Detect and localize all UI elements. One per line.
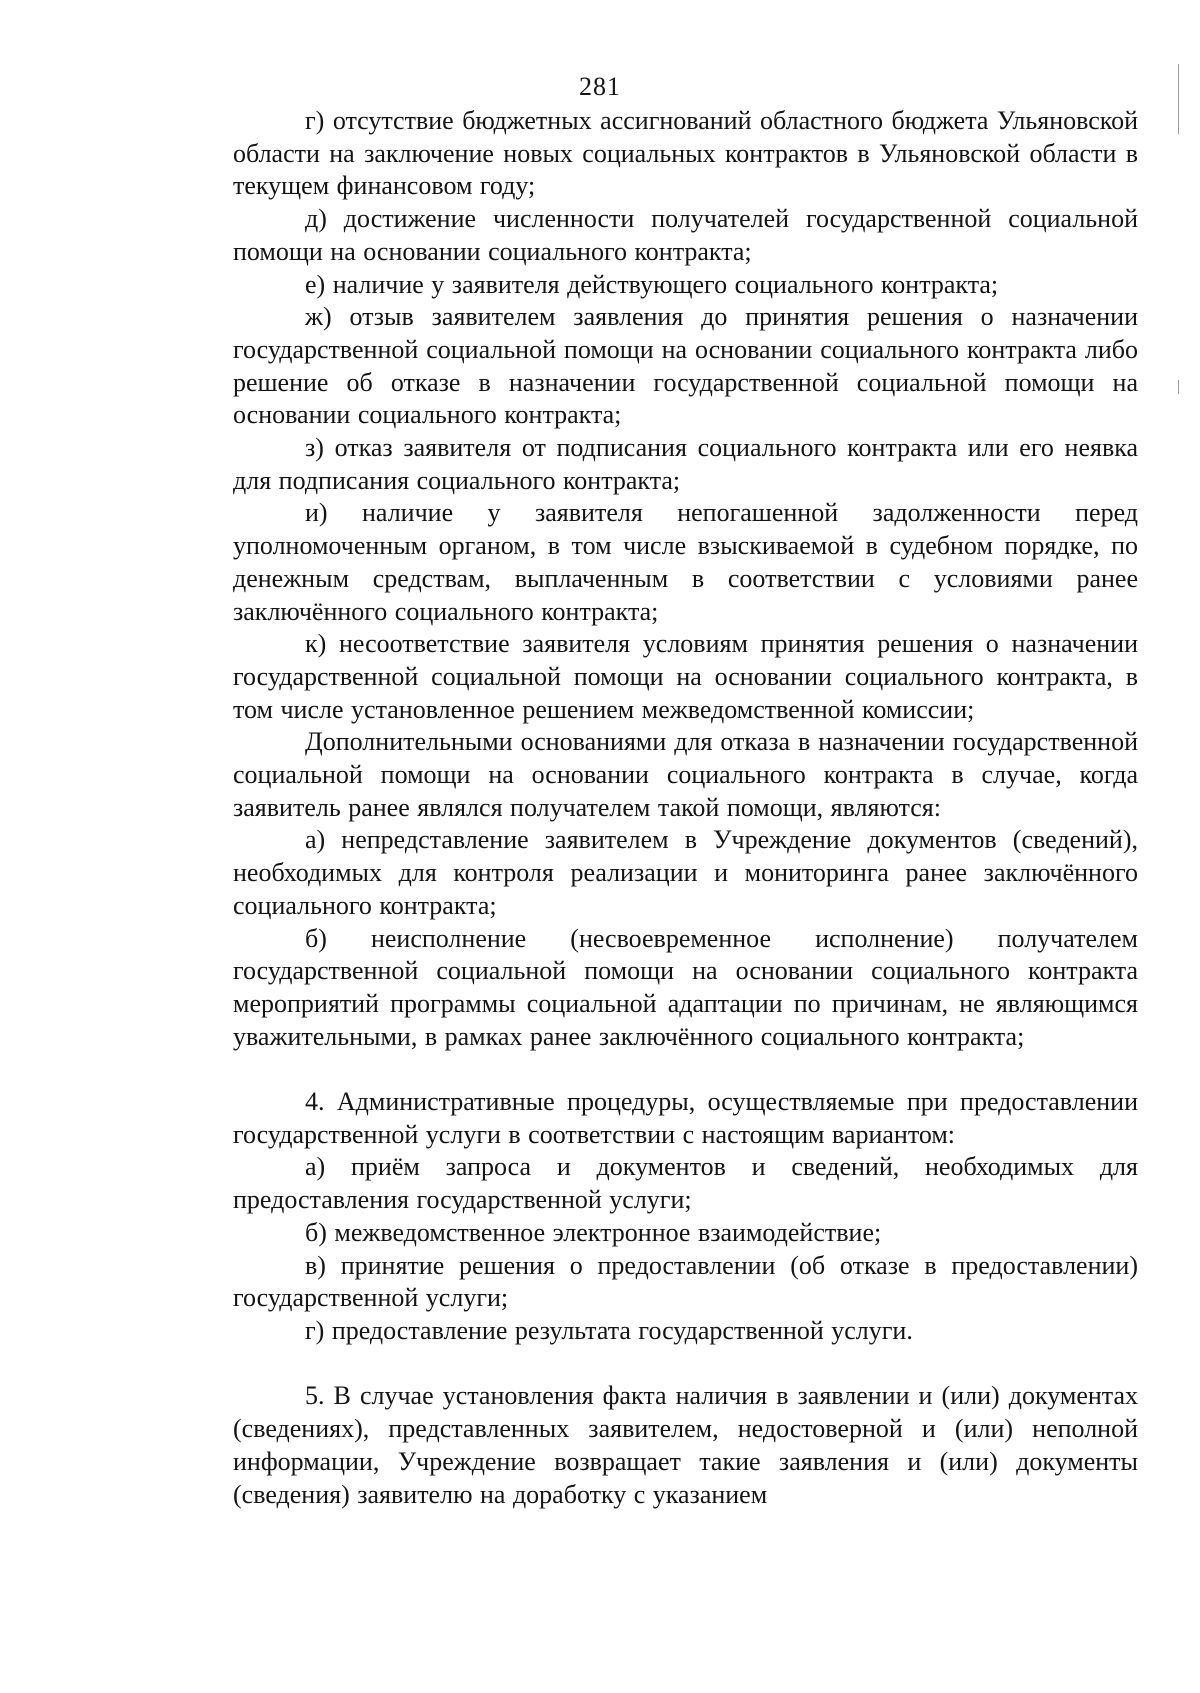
paragraph-item-a-grounds: а) непредставление заявителем в Учреждение документов (сведений), необходимых для контроля реализации и мониторинга ранее заключённого социального контракта; bbox=[233, 825, 1138, 920]
scan-edge-mark bbox=[1178, 64, 1179, 134]
paragraph-item-e: е) наличие у заявителя действующего социального контракта; bbox=[305, 269, 999, 299]
page-number: 281 bbox=[579, 72, 621, 101]
paragraph-additional-grounds: Дополнительными основаниями для отказа в назначении государственной социальной помощи на основании социального контракта в случае, когда заявитель ранее являлся получателем такой помощи, являются: bbox=[233, 727, 1138, 822]
paragraph-item-zh: ж) отзыв заявителем заявления до принятия решения о назначении государственной социальной помощи на основании социального контракта либо решение об отказе в назначении государственной социальной помощи на основании социального контракта; bbox=[233, 302, 1138, 430]
section-4-heading: 4. Административные процедуры, осуществляемые при предоставлении государственной услуги в соответствии с настоящим вариантом: bbox=[233, 1087, 1138, 1149]
paragraph-item-b-grounds: б) неисполнение (несвоевременное исполнение) получателем государственной социальной помощи на основании социального контракта мероприятий программы социальной адаптации по причинам, не являющимся уважительными, в рамках ранее заключённого социального контракта; bbox=[233, 923, 1138, 1051]
procedure-item-a: а) приём запроса и документов и сведений, необходимых для предоставления государственной услуги; bbox=[233, 1152, 1138, 1215]
paragraph-item-d: д) достижение численности получателей государственной социальной помощи на основании социального контракта; bbox=[233, 204, 1138, 266]
procedure-item-v: в) принятие решения о предоставлении (об отказе в предоставлении) государственной услуги; bbox=[233, 1250, 1138, 1313]
section-gap bbox=[233, 1348, 1138, 1381]
scan-edge-mark bbox=[1178, 380, 1179, 394]
document-body bbox=[233, 105, 1138, 1511]
paragraph-item-z: з) отказ заявителя от подписания социального контракта или его неявка для подписания социального контракта; bbox=[233, 433, 1138, 495]
section-gap bbox=[233, 1053, 1138, 1086]
section-5-paragraph: 5. В случае установления факта наличия в заявлении и (или) документах (сведениях), представленных заявителем, недостоверной и (или) неполной информации, Учреждение возвращает такие заявления и (или) документы (сведения) заявителю на доработку с указанием bbox=[233, 1381, 1138, 1509]
paragraph-item-k: к) несоответствие заявителя условиям принятия решения о назначении государственной социальной помощи на основании социального контракта, в том числе установленное решением межведомственной комиссии; bbox=[233, 629, 1138, 724]
paragraph-item-g: г) отсутствие бюджетных ассигнований областного бюджета Ульяновской области на заключение новых социальных контрактов в Ульяновской области в текущем финансовом году; bbox=[233, 106, 1138, 201]
paragraph-item-i: и) наличие у заявителя непогашенной задолженности перед уполномоченным органом, в том числе взыскиваемой в судебном порядке, по денежным средствам, выплаченным в соответствии с условиями ранее заключённого социального контракта; bbox=[233, 498, 1138, 626]
procedure-item-g: г) предоставление результата государственной услуги. bbox=[305, 1316, 913, 1345]
procedure-item-b: б) межведомственное электронное взаимодействие; bbox=[305, 1217, 882, 1247]
